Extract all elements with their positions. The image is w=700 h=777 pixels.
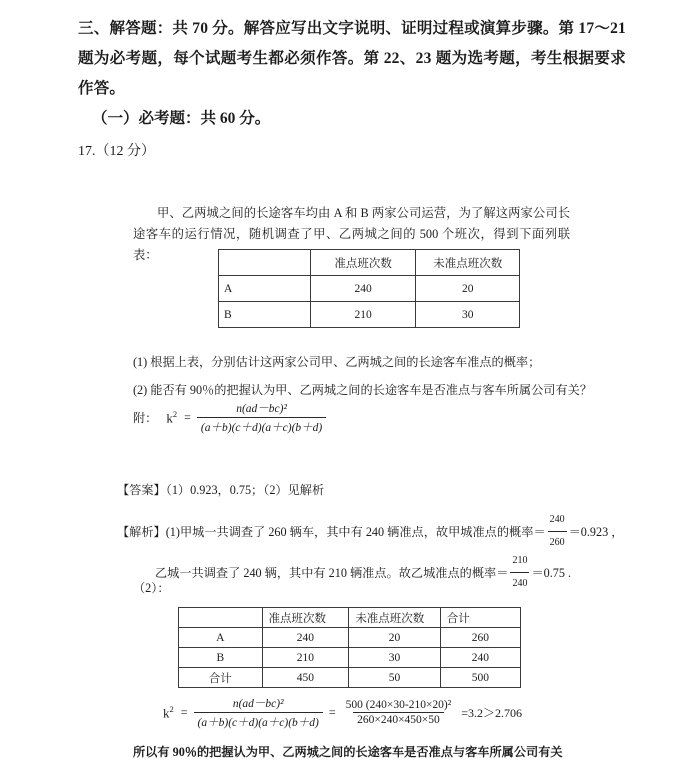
table-row bbox=[219, 302, 520, 328]
analysis-frac2-num: 210 bbox=[512, 555, 528, 566]
computation-value-fraction bbox=[342, 699, 456, 726]
analysis-line2-suffix: ＝0.75 . bbox=[531, 565, 572, 580]
table-row bbox=[179, 608, 521, 628]
table2-r2-c0: 合计 bbox=[179, 668, 263, 688]
formula-appendix bbox=[133, 400, 328, 435]
section-heading: 三、解答题：共 70 分。解答应写出文字说明、证明过程或演算步骤。第 17～21 题为必考题，每个试题考生都必须作答。第 22、23 题为选考题，考生根据要求作答。 bbox=[78, 20, 626, 97]
formula-lhs: $k^2$ bbox=[166, 408, 178, 426]
analysis-frac1-den: 260 bbox=[548, 531, 567, 553]
table2-header-3: 合计 bbox=[440, 608, 520, 628]
analysis-line-1 bbox=[117, 510, 624, 553]
analysis-line1-prefix: (1)甲城一共调查了 260 辆车，其中有 240 辆准点，故甲城准点的概率＝ bbox=[165, 524, 546, 539]
table2-r1-c1: 210 bbox=[262, 648, 349, 668]
table2-r1-c3: 240 bbox=[440, 648, 520, 668]
computation-equals-2: = bbox=[328, 705, 336, 719]
table1-r1-c0: B bbox=[219, 302, 311, 328]
computation-generic-denominator: (a＋b)(c＋d)(a＋c)(b＋d) bbox=[194, 712, 323, 730]
conclusion-line: 所以有 90％的把握认为甲、乙两城之间的长途客车是否准点与客车所属公司有关 bbox=[133, 745, 563, 759]
table1-r0-c0: A bbox=[219, 276, 311, 302]
appendix-label: 附： bbox=[133, 411, 158, 425]
question-item-1: (1) 根据上表，分别估计这两家公司甲、乙两城之间的长途客车准点的概率； bbox=[133, 355, 541, 369]
table-row bbox=[179, 668, 521, 688]
analysis-label: 【解析】 bbox=[117, 524, 166, 539]
table-row bbox=[179, 648, 521, 668]
table-row bbox=[219, 250, 520, 276]
table1-header-1: 准点班次数 bbox=[310, 250, 416, 276]
formula-fraction bbox=[197, 400, 326, 435]
table2-r2-c1: 450 bbox=[262, 668, 349, 688]
answer-line bbox=[117, 480, 597, 500]
computation-result: =3.2＞2.706 bbox=[461, 706, 522, 720]
table1-r1-c2: 30 bbox=[416, 302, 520, 328]
table2-r0-c2: 20 bbox=[349, 628, 440, 648]
question-number: 17.（12 分） bbox=[78, 144, 155, 159]
table-row bbox=[219, 276, 520, 302]
question-item-2: (2) 能否有 90％的把握认为甲、乙两城之间的长途客车是否准点与客车所属公司有关？ bbox=[133, 383, 593, 397]
table1-r0-c2: 20 bbox=[416, 276, 520, 302]
analysis-frac1-num: 240 bbox=[549, 514, 565, 525]
computation-generic-fraction bbox=[194, 695, 323, 730]
computation-value-numerator: 500 (240×30-210×20)² bbox=[345, 699, 452, 711]
table2-r2-c3: 500 bbox=[440, 668, 520, 688]
analysis-line1-suffix: ＝0.923 ， bbox=[568, 524, 624, 539]
computation-lhs: $k^2$ bbox=[163, 703, 174, 721]
analysis-line2-prefix: 乙城一共调查了 240 辆，其中有 210 辆准点。故乙城准点的概率＝ bbox=[155, 565, 509, 580]
formula-computation bbox=[163, 695, 526, 730]
table2-r1-c2: 30 bbox=[349, 648, 440, 668]
formula-equals: = bbox=[184, 410, 191, 424]
table1-header-2: 未准点班次数 bbox=[416, 250, 520, 276]
answer-text: （1）0.923，0.75；（2）见解析 bbox=[165, 483, 325, 497]
table-row bbox=[179, 628, 521, 648]
table1-r1-c1: 210 bbox=[310, 302, 416, 328]
table2-header-1: 准点班次数 bbox=[262, 608, 349, 628]
analysis-part2-label: （2）： bbox=[133, 581, 170, 595]
formula-denominator: (a＋b)(c＋d)(a＋c)(b＋d) bbox=[197, 417, 326, 435]
table2-r0-c3: 260 bbox=[440, 628, 520, 648]
computation-value-denominator: 260×240×450×50 bbox=[353, 712, 444, 726]
contingency-table-2 bbox=[178, 607, 521, 688]
computation-equals-1: = bbox=[180, 705, 188, 719]
table2-r1-c0: B bbox=[179, 648, 263, 668]
subsection-heading: （一）必考题：共 60 分。 bbox=[92, 110, 271, 127]
table2-r0-c1: 240 bbox=[262, 628, 349, 648]
table2-r2-c2: 50 bbox=[349, 668, 440, 688]
table2-header-0 bbox=[179, 608, 263, 628]
table2-r0-c0: A bbox=[179, 628, 263, 648]
table1-header-0 bbox=[219, 250, 311, 276]
table1-r0-c1: 240 bbox=[310, 276, 416, 302]
computation-generic-numerator: n(ad－bc)² bbox=[232, 698, 284, 710]
problem-stem: 甲、乙两城之间的长途客车均由 A 和 B 两家公司运营，为了解这两家公司长途客车的运行情况，随机调查了甲、乙两城之间的 500 个班次，得到下面列联表： bbox=[133, 206, 570, 262]
contingency-table-1 bbox=[218, 249, 520, 328]
table2-header-2: 未准点班次数 bbox=[349, 608, 440, 628]
analysis-frac2-den: 240 bbox=[510, 572, 529, 594]
analysis-fraction-1 bbox=[548, 510, 567, 553]
answer-label: 【答案】 bbox=[117, 483, 166, 497]
formula-numerator: n(ad－bc)² bbox=[236, 403, 287, 415]
